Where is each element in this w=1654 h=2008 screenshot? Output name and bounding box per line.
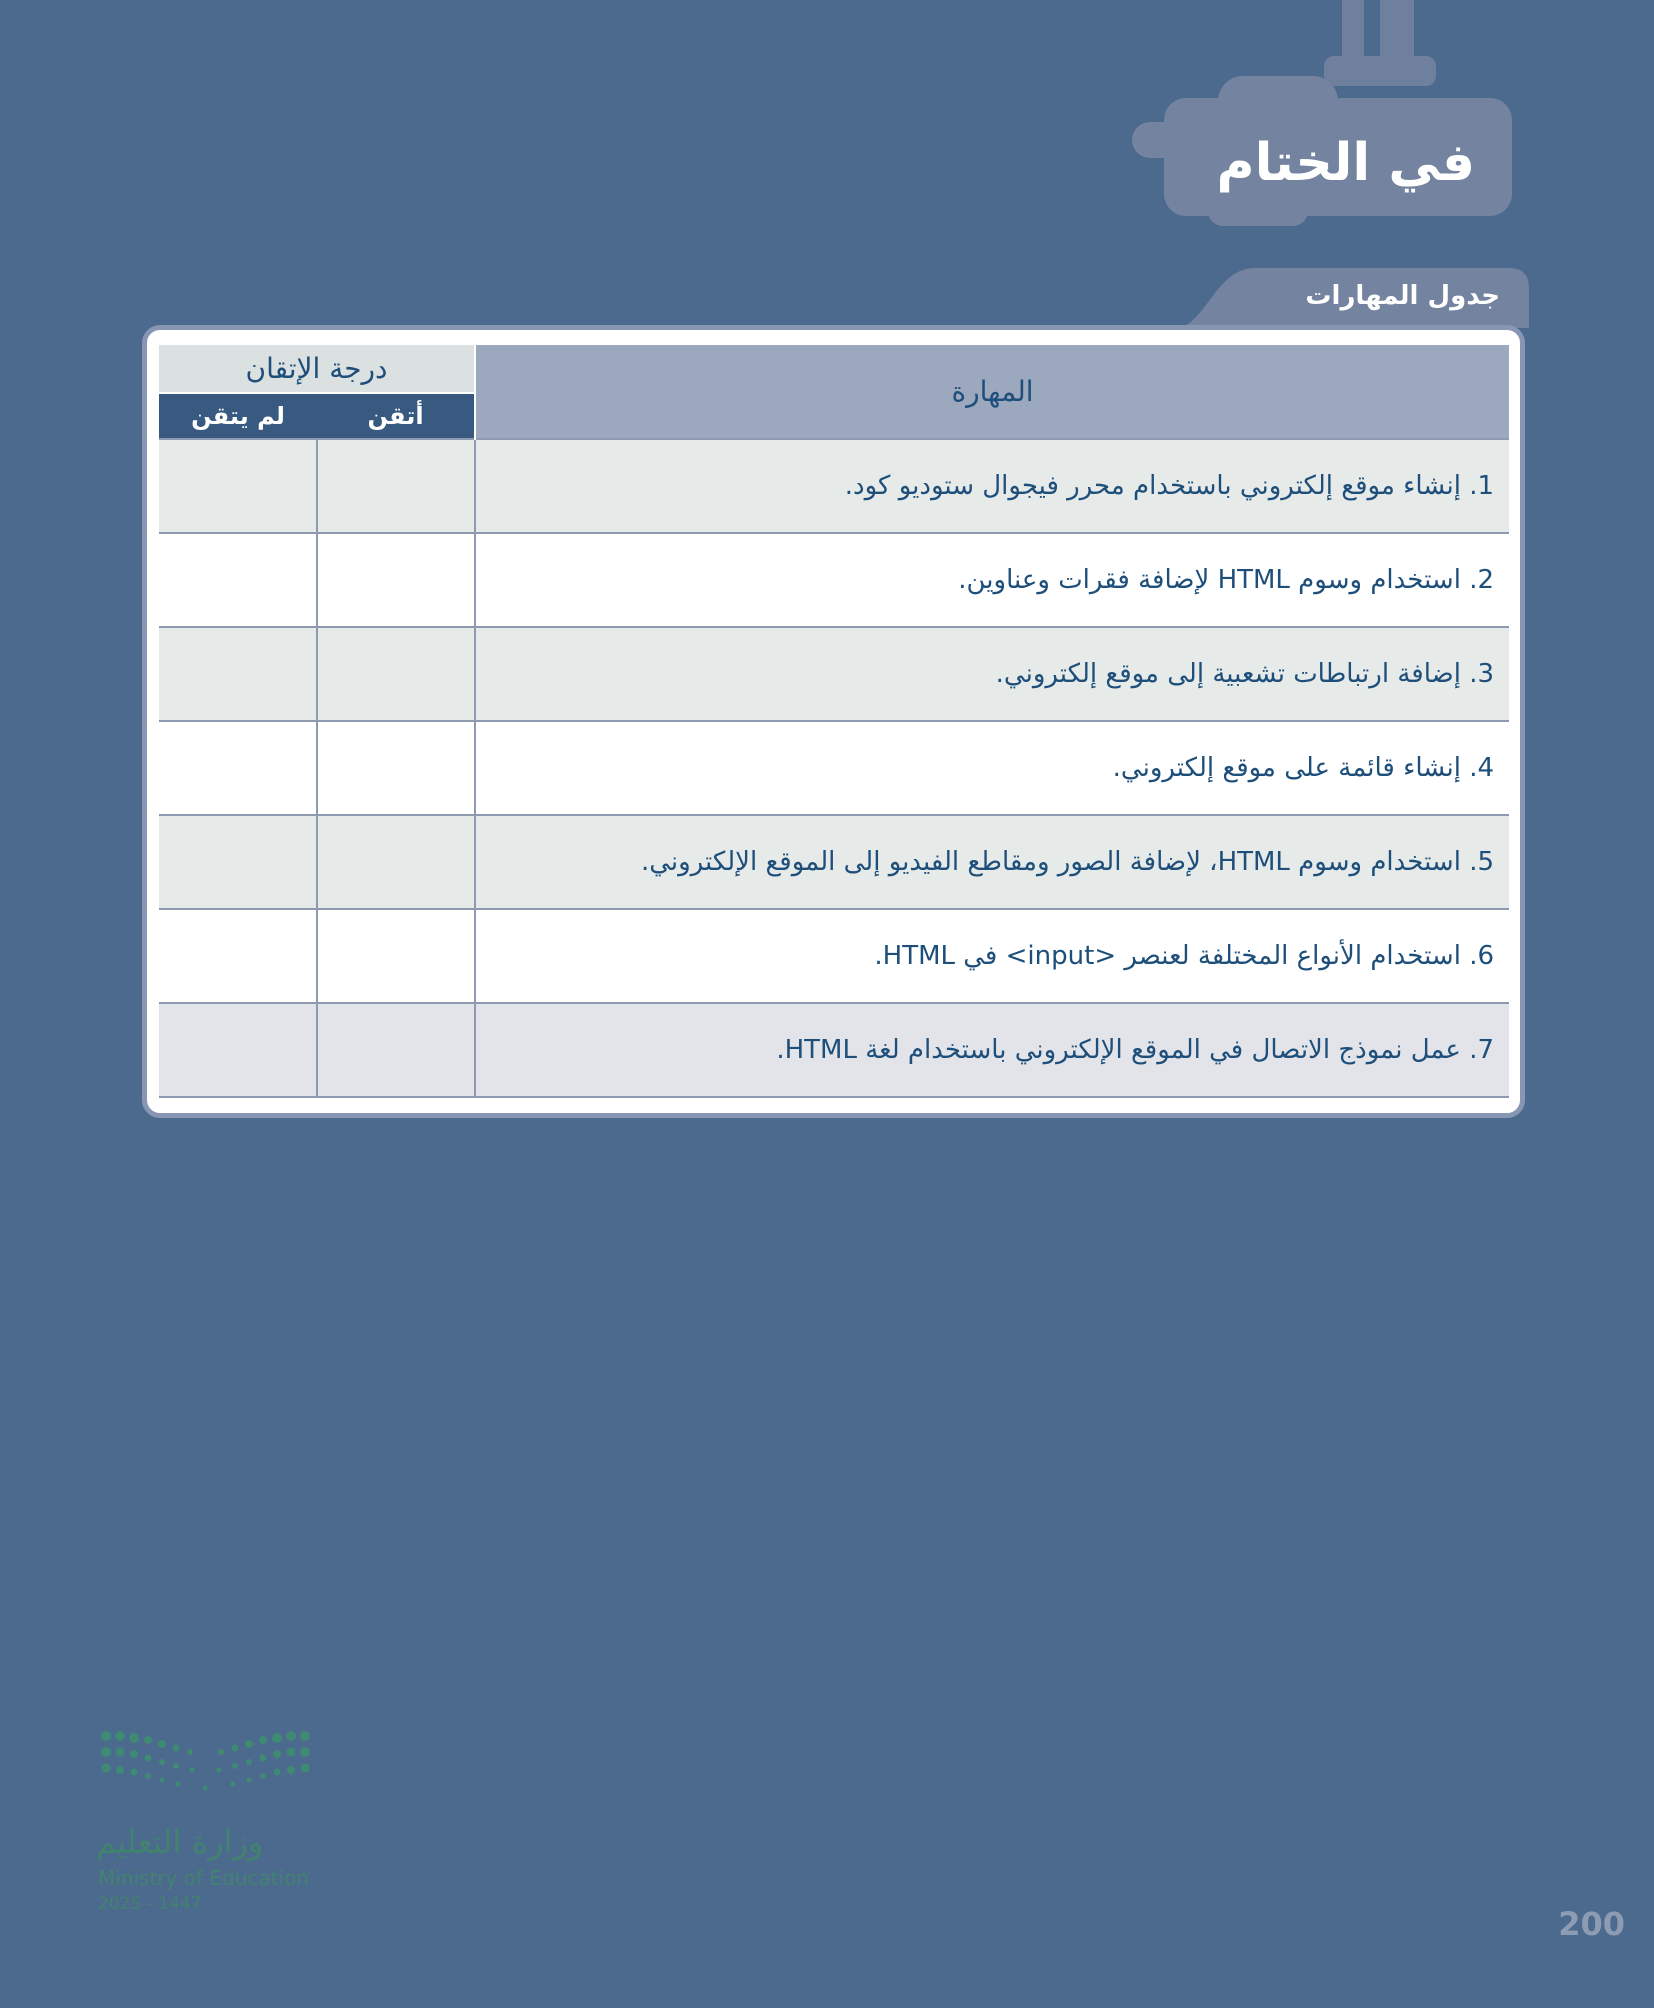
not-mastered-cell[interactable] xyxy=(159,439,317,533)
title-cloud-bump-top xyxy=(1218,76,1338,126)
skill-cell: 6. استخدام الأنواع المختلفة لعنصر <input> في HTML. xyxy=(475,909,1509,1003)
not-mastered-cell[interactable] xyxy=(159,815,317,909)
mastered-cell[interactable] xyxy=(317,1003,475,1097)
skill-cell: 3. إضافة ارتباطات تشعبية إلى موقع إلكتروني. xyxy=(475,627,1509,721)
table-row xyxy=(159,909,1509,1003)
mastered-cell[interactable] xyxy=(317,439,475,533)
mastery-header: درجة الإتقان xyxy=(159,345,475,393)
skill-cell: 2. استخدام وسوم HTML لإضافة فقرات وعناوين. xyxy=(475,533,1509,627)
not-mastered-cell[interactable] xyxy=(159,627,317,721)
page-title: في الختام xyxy=(1216,133,1475,193)
table-row xyxy=(159,439,1509,533)
mastered-cell[interactable] xyxy=(317,533,475,627)
page-number: 200 xyxy=(1558,1905,1625,1943)
mastered-cell[interactable] xyxy=(317,815,475,909)
ministry-logo-arabic: وزارة التعليم xyxy=(96,1823,264,1861)
decor-pipe-base xyxy=(1324,56,1436,86)
mastered-cell[interactable] xyxy=(317,627,475,721)
not-mastered-header: لم يتقن xyxy=(159,393,317,439)
skill-cell: 1. إنشاء موقع إلكتروني باستخدام محرر فيجوال ستوديو كود. xyxy=(475,439,1509,533)
skill-cell: 4. إنشاء قائمة على موقع إلكتروني. xyxy=(475,721,1509,815)
skills-card xyxy=(142,325,1525,1118)
not-mastered-cell[interactable] xyxy=(159,533,317,627)
not-mastered-cell[interactable] xyxy=(159,721,317,815)
skills-table xyxy=(159,345,1509,1098)
ministry-logo-english: Ministry of Education xyxy=(98,1866,309,1890)
table-row xyxy=(159,627,1509,721)
skill-header: المهارة xyxy=(475,345,1509,439)
skill-cell: 7. عمل نموذج الاتصال في الموقع الإلكتروني باستخدام لغة HTML. xyxy=(475,1003,1509,1097)
ministry-logo-icon xyxy=(98,1728,313,1808)
skill-cell: 5. استخدام وسوم HTML، لإضافة الصور ومقاطع الفيديو إلى الموقع الإلكتروني. xyxy=(475,815,1509,909)
ministry-logo-year: 2025 - 1447 xyxy=(98,1894,202,1914)
mastered-header: أتقن xyxy=(317,393,475,439)
table-row xyxy=(159,815,1509,909)
mastered-cell[interactable] xyxy=(317,721,475,815)
not-mastered-cell[interactable] xyxy=(159,909,317,1003)
table-row xyxy=(159,721,1509,815)
table-row xyxy=(159,533,1509,627)
mastered-cell[interactable] xyxy=(317,909,475,1003)
section-tab-label: جدول المهارات xyxy=(1305,281,1500,311)
table-row xyxy=(159,1003,1509,1097)
not-mastered-cell[interactable] xyxy=(159,1003,317,1097)
